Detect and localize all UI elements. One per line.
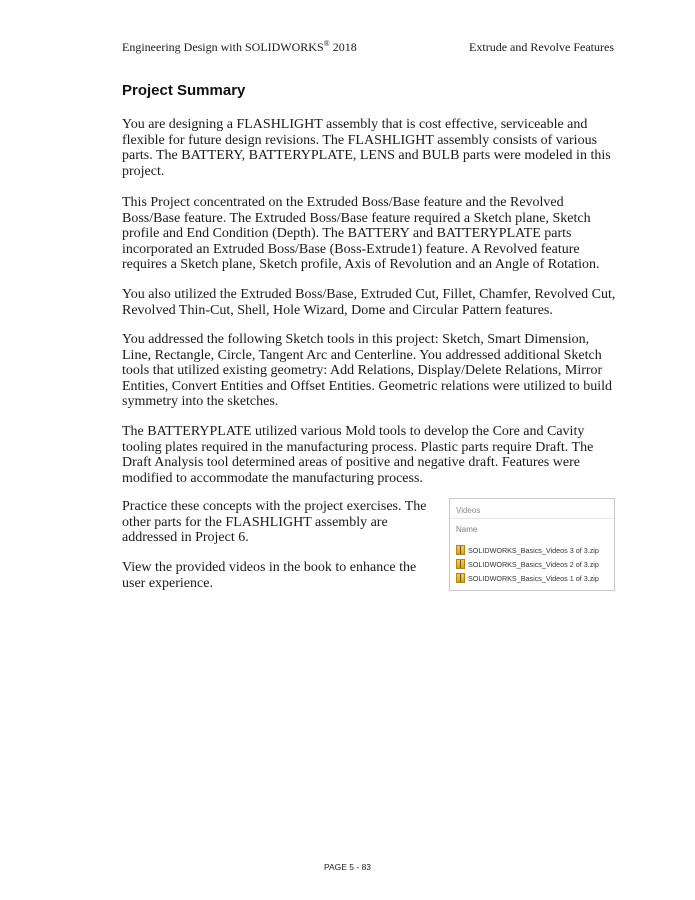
- paragraph-features: This Project concentrated on the Extruded Boss/Base feature and the Revolved Boss/Base feature. The Extruded Boss/Base feature required a Sketch plane, Sketch profile and End Condition (Depth). The BATTERY and BATTERYPLATE parts incorporated an Extruded Boss/Base (Boss-Extrude1) feature. A Revolved feature requires a Sketch plane, Sketch profile, Axis of Revolution and an Angle of Rotation.: [122, 195, 600, 272]
- running-header-book-title: [122, 40, 357, 55]
- paragraph-mold-tools: The BATTERYPLATE utilized various Mold tools to develop the Core and Cavity tooling plates required in the manufacturing process. Plastic parts require Draft. The Draft Analysis tool determined areas of positive and negative draft. Features were modified to accommodate the manufacturing process.: [122, 424, 594, 486]
- paragraph-sketch-tools: You addressed the following Sketch tools in this project: Sketch, Smart Dimension, Line, Rectangle, Circle, Tangent Arc and Centerline. You addressed additional Sketch tools that utilized existing geometry: Add Relations, Display/Delete Relations, Mirror Entities, Convert Entities and Offset Entities. Geometric relations were utilized to build symmetry into the sketches.: [122, 332, 613, 409]
- file-name: SOLIDWORKS_Basics_Videos 2 of 3.zip: [468, 559, 599, 569]
- file-row: [456, 557, 612, 571]
- registered-mark: ®: [323, 39, 330, 48]
- paragraph-other-features: You also utilized the Extruded Boss/Base, Extruded Cut, Fillet, Chamfer, Revolved Cut, Revolved Thin-Cut, Shell, Hole Wizard, Dome and Circular Pattern features.: [122, 287, 616, 318]
- section-title: Project Summary: [122, 82, 246, 99]
- name-column-header: Name: [456, 525, 478, 534]
- videos-folder-title: Videos: [456, 506, 481, 515]
- file-row: [456, 543, 612, 557]
- zip-folder-icon: [456, 559, 465, 569]
- running-header-chapter: Extrude and Revolve Features: [469, 40, 614, 54]
- book-year: 2018: [329, 40, 357, 54]
- paragraph-intro: You are designing a FLASHLIGHT assembly that is cost effective, serviceable and flexible for future design revisions. The FLASHLIGHT assembly consists of various parts. The BATTERY, BATTERYPLATE, LENS and BULB parts were modeled in this project.: [122, 117, 611, 179]
- file-name: SOLIDWORKS_Basics_Videos 1 of 3.zip: [468, 573, 599, 583]
- zip-folder-icon: [456, 573, 465, 583]
- videos-folder-screenshot: [449, 498, 615, 591]
- zip-folder-icon: [456, 545, 465, 555]
- paragraph-videos: View the provided videos in the book to enhance the user experience.: [122, 560, 417, 591]
- book-title: Engineering Design with SOLIDWORKS: [122, 40, 324, 54]
- file-list: [456, 543, 612, 585]
- file-name: SOLIDWORKS_Basics_Videos 3 of 3.zip: [468, 545, 599, 555]
- page-number: PAGE 5 - 83: [323, 862, 372, 872]
- divider: [450, 518, 614, 519]
- paragraph-practice: Practice these concepts with the project exercises. The other parts for the FLASHLIGHT assembly are addressed in Project 6.: [122, 499, 427, 545]
- file-row: [456, 571, 612, 585]
